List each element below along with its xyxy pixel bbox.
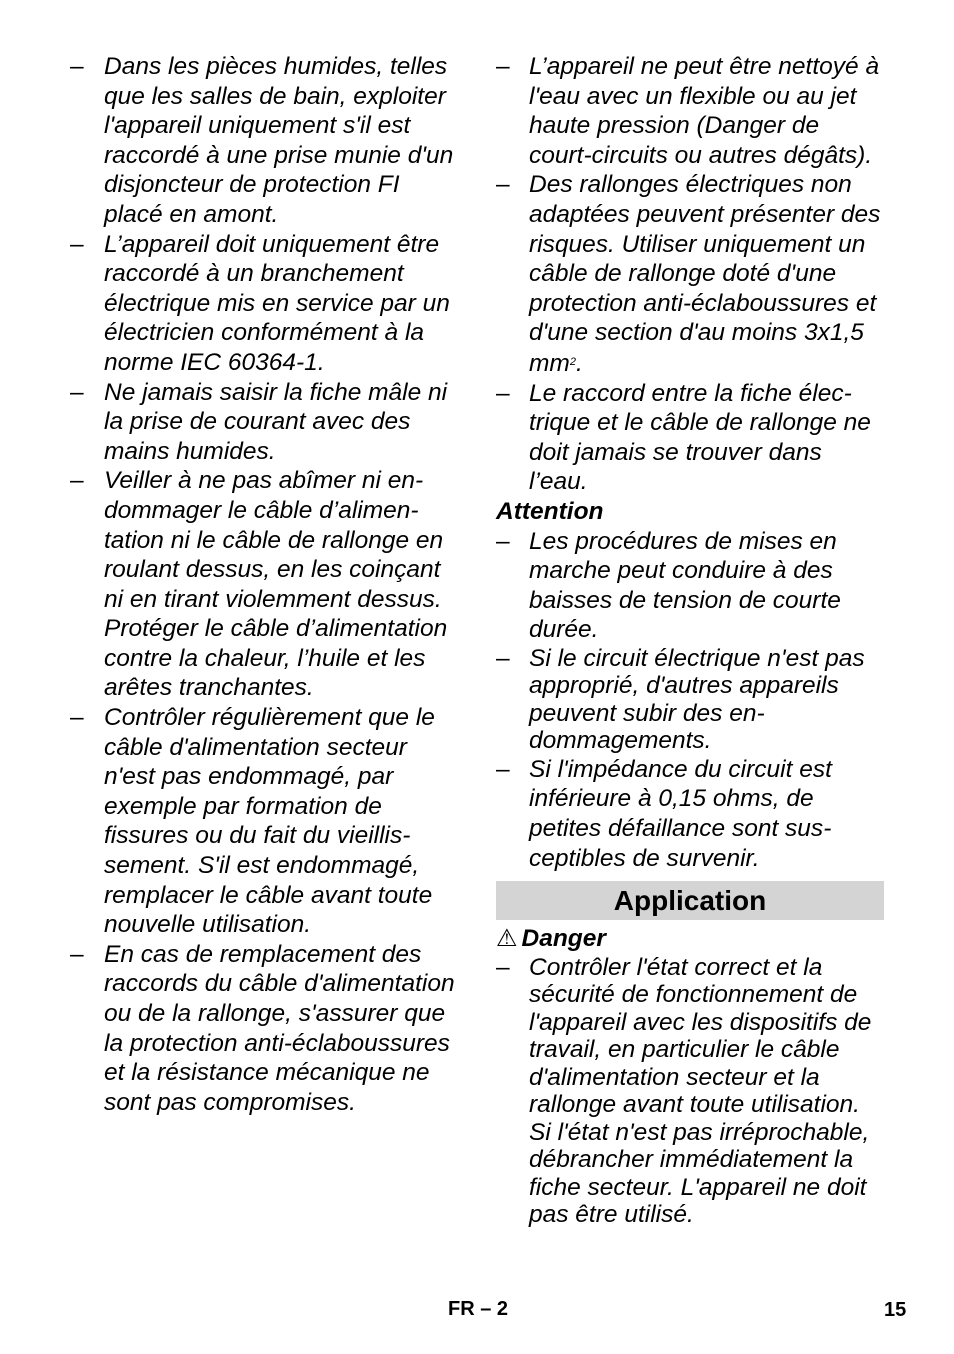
list-item-text: Des rallonges électriques non adaptées peuvent présenter des risques. Utiliser uniquement un câble de rallonge doté d'une protection anti-éclaboussures et d'une section d'au moins 3x1,5 mm [529,171,881,377]
period: . [575,349,583,377]
list-item: – Ne jamais saisir la fiche mâle ni la prise de courant avec des mains humides. [70,378,462,467]
list-item: – Si l'impédance du circuit est inférieure à 0,15 ohms, de petites défaillance sont susceptibles de survenir. [496,755,884,873]
superscript: 2 [569,355,576,368]
list-item: – Les procédures de mises en marche peut conduire à des baisses de tension de courte durée. [496,527,884,645]
warning-icon: ⚠ [496,925,518,953]
left-column [70,52,462,1117]
right-column [496,52,884,1229]
list-item: – Le raccord entre la fiche électrique et le câble de rallonge ne doit jamais se trouver dans l’eau. [496,379,884,497]
page-number: 15 [884,1299,907,1321]
list-item [496,170,884,378]
danger-list [496,954,884,1229]
list-item: – Contrôler l'état correct et la sécurité de fonctionnement de l'appareil avec les dispositifs de travail, en particulier le câble d'alimentation secteur et la rallonge avant toute utilisation. Si l'état n'est pas irréprochable, débrancher immédiatement la fiche secteur. L'appareil ne doit pas être utilisé. [496,954,884,1229]
list-item: – L’appareil ne peut être nettoyé à l'eau avec un flexible ou au jet haute pression (Danger de court-circuits ou autres dégâts). [496,52,884,170]
attention-heading: Attention [496,497,604,525]
list-item: – L’appareil doit uniquement être raccordé à un branchement électrique mis en service par un électricien conformément à la norme IEC 60364-1. [70,230,462,378]
list-item: – En cas de remplacement des raccords du câble d'alimentation ou de la rallonge, s'assurer que la protection anti-éclaboussures et la résistance mécanique ne sont pas compromises. [70,940,462,1118]
danger-heading-label: Danger [521,925,606,953]
footer-language-code: FR – 2 [448,1298,509,1320]
safety-list-right [496,52,884,497]
list-item: – Dans les pièces humides, telles que les salles de bain, exploiter l'appareil uniquement s'il est raccordé à une prise munie d'un disjoncteur de protection FI placé en amont. [70,52,462,230]
list-item: – Veiller à ne pas abîmer ni endommager le câble d’alimentation ni le câble de rallonge en roulant dessus, en les coinçant ni en tirant violemment dessus. Protéger le câble d’alimentation contre la chaleur, l’huile et les arêtes tranchantes. [70,466,462,703]
danger-heading [496,924,884,954]
section-title: Application [496,881,884,920]
list-item: – Si le circuit électrique n'est pas approprié, d'autres appareils peuvent subir des endommagements. [496,645,884,755]
attention-list [496,527,884,874]
safety-list-left [70,52,462,1117]
list-item: – Contrôler régulièrement que le câble d'alimentation secteur n'est pas endommagé, par exemple par formation de fissures ou du fait du vieillissement. S'il est endommagé, remplacer le câble avant toute nouvelle utilisation. [70,703,462,940]
